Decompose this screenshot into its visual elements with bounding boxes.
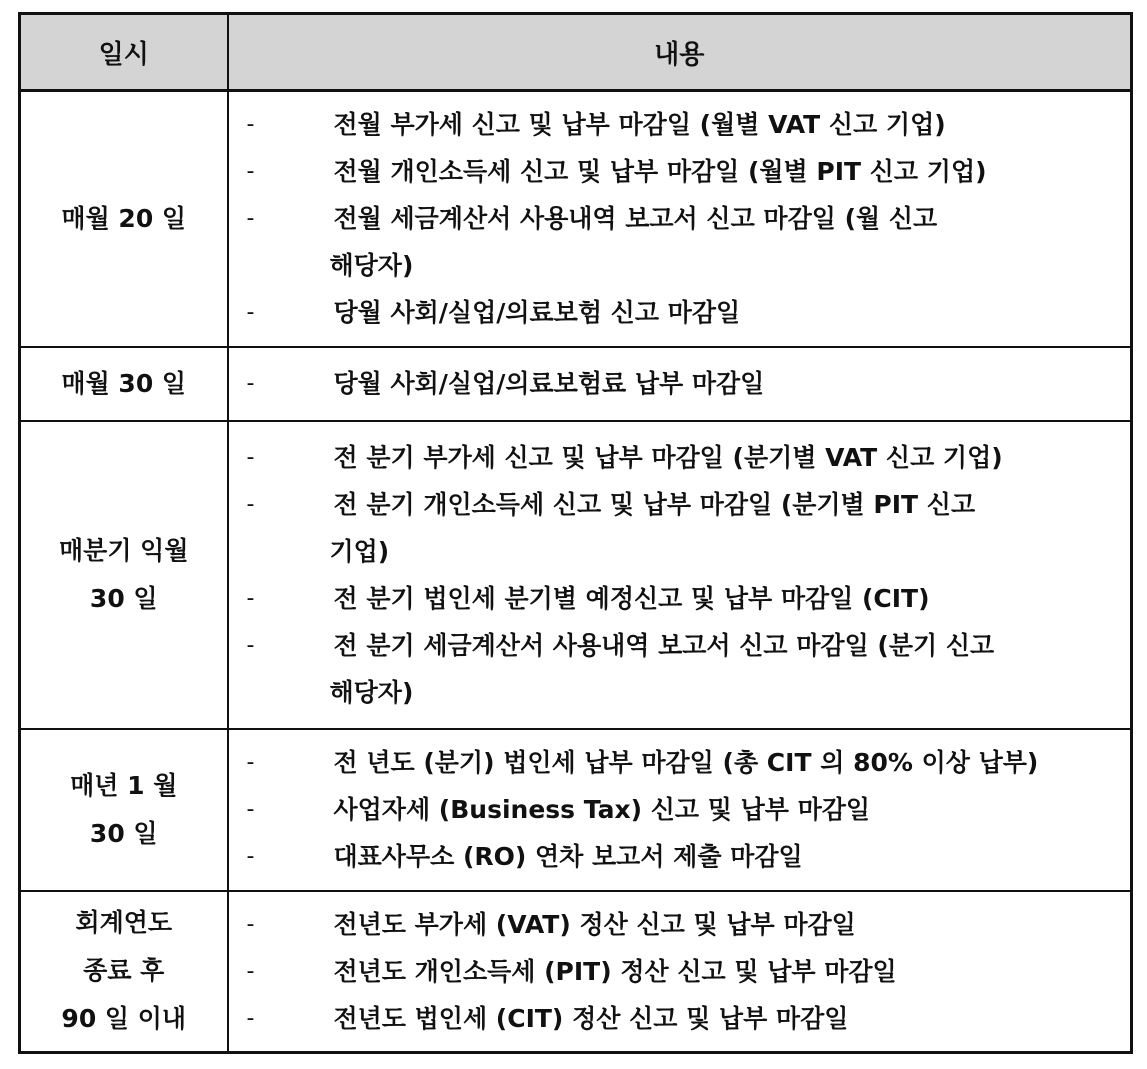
- dash-bullet: -: [246, 444, 255, 470]
- list-item: [229, 195, 1131, 289]
- item-text: 당월 사회/실업/의료보험료 납부 마감일: [333, 369, 765, 398]
- date-line: 30 일: [89, 583, 158, 613]
- tax-schedule-table: [18, 12, 1133, 1054]
- list-item: [229, 739, 1131, 786]
- list-item: [229, 786, 1131, 833]
- item-text: 전 분기 법인세 분기별 예정신고 및 납부 마감일 (CIT): [333, 583, 930, 613]
- dash-bullet: -: [246, 206, 255, 232]
- item-text: 전년도 부가세 (VAT) 정산 신고 및 납부 마감일: [333, 909, 856, 939]
- table-row: [20, 421, 1132, 729]
- list-item: [229, 101, 1131, 148]
- content-cell: [228, 91, 1132, 347]
- date-cell: [20, 347, 228, 421]
- list-item: [229, 575, 1131, 622]
- table-row: [20, 891, 1132, 1053]
- dash-bullet: -: [246, 750, 255, 775]
- date-cell: [20, 91, 228, 347]
- list-item: [229, 995, 1131, 1042]
- list-item: [229, 360, 1131, 407]
- date-cell: [20, 891, 228, 1053]
- dash-bullet: -: [246, 300, 255, 326]
- list-item: [229, 289, 1131, 336]
- dash-bullet: -: [246, 844, 255, 869]
- item-text: 전 분기 개인소득세 신고 및 납부 마감일 (분기별 PIT 신고: [333, 489, 976, 519]
- header-row: [20, 14, 1132, 91]
- header-content: 내용: [228, 14, 1132, 91]
- item-text-continuation: 기업): [329, 536, 390, 566]
- item-list: [229, 101, 1131, 336]
- table-row: [20, 91, 1132, 347]
- date-line: 30 일: [89, 818, 158, 848]
- list-item: [229, 434, 1131, 481]
- list-item: [229, 622, 1131, 716]
- dash-bullet: -: [246, 797, 255, 822]
- dash-bullet: -: [246, 112, 255, 138]
- content-cell: [228, 347, 1132, 421]
- date-cell: [20, 421, 228, 729]
- date-line: 매분기 익월: [59, 535, 189, 565]
- item-text-continuation: 해당자): [329, 677, 414, 707]
- table-body: [20, 91, 1132, 1053]
- item-text: 사업자세 (Business Tax) 신고 및 납부 마감일: [333, 795, 871, 824]
- list-item: [229, 901, 1131, 948]
- list-item: [229, 948, 1131, 995]
- item-text: 전년도 개인소득세 (PIT) 정산 신고 및 납부 마감일: [333, 956, 897, 986]
- item-list: [229, 739, 1131, 880]
- date-cell: [20, 729, 228, 891]
- dash-bullet: -: [246, 491, 255, 517]
- item-text: 전 분기 세금계산서 사용내역 보고서 신고 마감일 (분기 신고: [333, 630, 995, 660]
- item-text: 대표사무소 (RO) 연차 보고서 제출 마감일: [333, 842, 803, 871]
- list-item: [229, 833, 1131, 880]
- table-row: [20, 729, 1132, 891]
- list-item: [229, 481, 1131, 575]
- date-line: 매월 30 일: [61, 368, 187, 398]
- item-text: 전년도 법인세 (CIT) 정산 신고 및 납부 마감일: [333, 1003, 849, 1033]
- date-line: 매년 1 월: [70, 770, 178, 800]
- date-line: 회계연도: [75, 908, 173, 938]
- item-text: 전월 세금계산서 사용내역 보고서 신고 마감일 (월 신고: [333, 204, 938, 234]
- item-text: 전 년도 (분기) 법인세 납부 마감일 (총 CIT 의 80% 이상 납부): [333, 748, 1039, 777]
- item-list: [229, 901, 1131, 1042]
- date-line: 종료 후: [83, 956, 165, 986]
- item-list: [229, 434, 1131, 716]
- item-text-continuation: 해당자): [329, 251, 414, 281]
- dash-bullet: -: [246, 159, 255, 185]
- item-list: [229, 360, 1131, 407]
- content-cell: [228, 421, 1132, 729]
- table-header: [20, 14, 1132, 91]
- dash-bullet: -: [246, 632, 255, 658]
- dash-bullet: -: [246, 911, 255, 937]
- dash-bullet: -: [246, 585, 255, 611]
- dash-bullet: -: [246, 371, 255, 396]
- table-row: [20, 347, 1132, 421]
- dash-bullet: -: [246, 958, 255, 984]
- item-text: 전월 부가세 신고 및 납부 마감일 (월별 VAT 신고 기업): [333, 110, 946, 140]
- item-text: 전월 개인소득세 신고 및 납부 마감일 (월별 PIT 신고 기업): [333, 157, 987, 187]
- content-cell: [228, 891, 1132, 1053]
- item-text: 전 분기 부가세 신고 및 납부 마감일 (분기별 VAT 신고 기업): [333, 442, 1003, 472]
- content-cell: [228, 729, 1132, 891]
- date-line: 90 일 이내: [61, 1004, 187, 1034]
- header-date: 일시: [20, 14, 228, 91]
- dash-bullet: -: [246, 1005, 255, 1031]
- list-item: [229, 148, 1131, 195]
- item-text: 당월 사회/실업/의료보험 신고 마감일: [333, 298, 741, 328]
- date-line: 매월 20 일: [61, 203, 187, 233]
